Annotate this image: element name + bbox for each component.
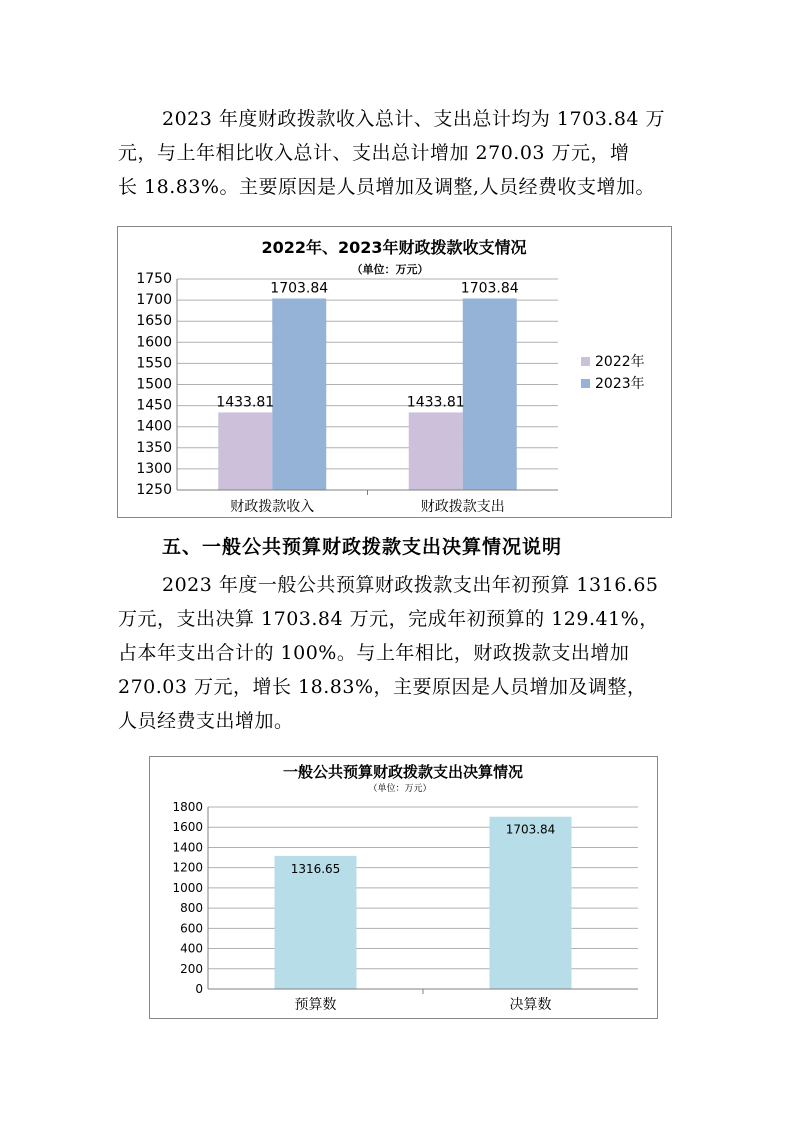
data-label: 1433.81	[216, 394, 275, 411]
paragraph-line: 长 18.83%。主要原因是人员增加及调整,人员经费收支增加。	[118, 176, 656, 198]
x-axis-categories	[230, 498, 505, 515]
y-tick-label: 1250	[136, 482, 172, 498]
bar	[463, 298, 517, 490]
legend-swatch	[581, 357, 590, 366]
intro-paragraph	[118, 102, 678, 204]
y-tick-label: 1200	[172, 860, 203, 875]
chart-gridlines	[208, 807, 638, 989]
y-tick-label: 600	[180, 921, 203, 936]
chart-axes	[208, 807, 638, 994]
y-tick-label: 1400	[172, 840, 203, 855]
section-heading: 五、一般公共预算财政拨款支出决算情况说明	[162, 536, 563, 558]
paragraph-line: 占本年支出合计的 100%。与上年相比，财政拨款支出增加	[118, 642, 630, 664]
y-tick-label: 1800	[172, 800, 203, 814]
y-tick-label: 1400	[136, 418, 172, 435]
data-label: 1703.84	[505, 822, 556, 837]
chart-title: 2022年、2023年财政拨款收支情况	[261, 238, 527, 257]
paragraph-line: 2023 年度财政拨款收入总计、支出总计均为 1703.84 万	[162, 108, 666, 130]
chart-subtitle: （单位：万元）	[351, 263, 429, 276]
chart-legend	[581, 353, 645, 392]
paragraph-line: 2023 年度一般公共预算财政拨款支出年初预算 1316.65	[162, 574, 659, 596]
y-tick-label: 1600	[136, 334, 172, 351]
y-tick-label: 1300	[136, 460, 172, 477]
x-category-label: 财政拨款支出	[420, 499, 505, 515]
y-tick-label: 400	[180, 941, 203, 956]
x-category-label: 财政拨款收入	[230, 499, 315, 515]
legend-label: 2023年	[595, 376, 645, 392]
y-tick-label: 1700	[136, 292, 172, 309]
y-tick-label: 1450	[136, 397, 172, 414]
chart-subtitle: （单位：万元）	[368, 784, 432, 794]
paragraph-line: 元，与上年相比收入总计、支出总计增加 270.03 万元，增	[118, 142, 630, 164]
revenue-expenditure-chart	[117, 226, 672, 518]
paragraph-line: 万元，支出决算 1703.84 万元，完成年初预算的 129.41%，	[118, 608, 659, 630]
bar	[218, 412, 272, 490]
legend-label: 2022年	[595, 354, 645, 370]
bar	[409, 412, 463, 490]
data-label: 1433.81	[406, 394, 465, 411]
y-tick-label: 1750	[136, 271, 172, 287]
y-tick-label: 0	[195, 982, 203, 996]
data-label: 1316.65	[290, 861, 341, 876]
chart-bars	[275, 817, 572, 989]
paragraph-line: 人员经费支出增加。	[118, 710, 294, 732]
x-category-label: 决算数	[509, 997, 552, 1013]
y-tick-label: 200	[180, 961, 203, 976]
y-tick-label: 800	[180, 901, 203, 916]
x-category-label: 预算数	[294, 997, 337, 1013]
y-tick-label: 1000	[172, 880, 203, 895]
paragraph-line: 270.03 万元，增长 18.83%，主要原因是人员增加及调整，	[118, 676, 647, 698]
legend-swatch	[581, 379, 590, 388]
y-tick-label: 1550	[136, 355, 172, 372]
y-tick-label: 1600	[172, 820, 203, 835]
y-tick-label: 1350	[136, 439, 172, 456]
budget-paragraph	[118, 568, 678, 738]
budget-vs-final-chart	[149, 756, 658, 1019]
budget-vs-final-chart-svg	[150, 757, 657, 1018]
y-tick-label: 1650	[136, 313, 172, 330]
revenue-expenditure-chart-svg	[118, 227, 671, 517]
y-axis-ticks	[172, 800, 203, 996]
chart-title: 一般公共预算财政拨款支出决算情况	[282, 763, 524, 781]
data-label: 1703.84	[270, 280, 329, 297]
bar	[272, 298, 326, 490]
bar	[490, 817, 572, 989]
y-tick-label: 1500	[136, 376, 172, 393]
y-axis-ticks	[136, 271, 172, 498]
data-label: 1703.84	[460, 280, 519, 297]
x-axis-categories	[295, 996, 552, 1013]
